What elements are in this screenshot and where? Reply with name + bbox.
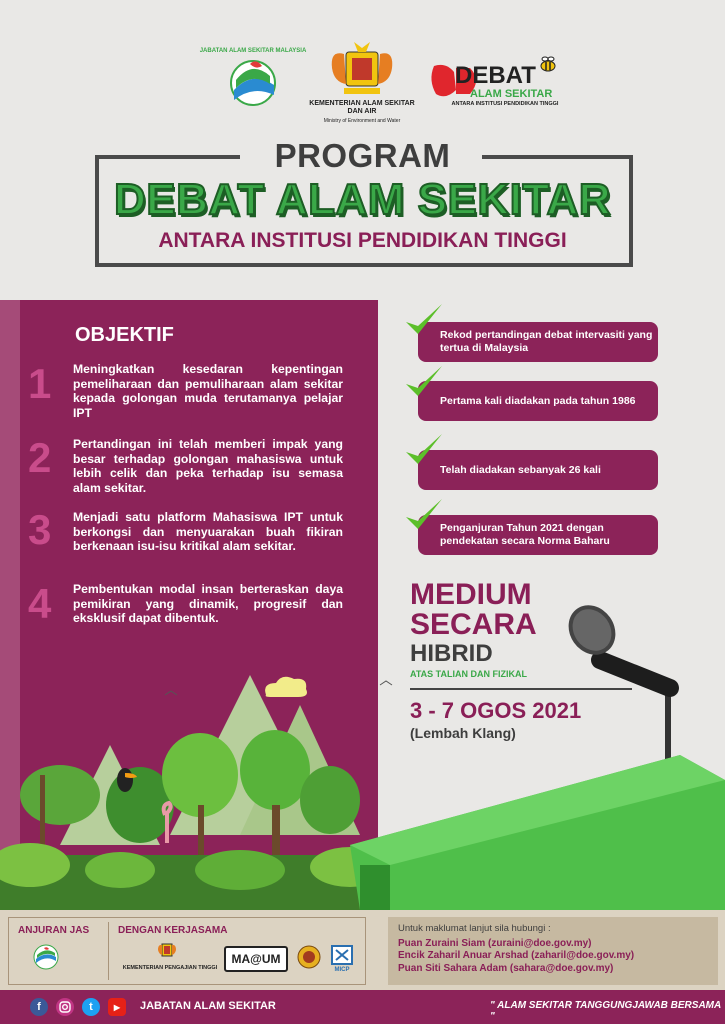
micp-label: MICP	[334, 967, 350, 973]
check-icon	[402, 430, 446, 470]
check-icon	[402, 300, 446, 340]
jas-logo-small	[32, 943, 60, 971]
fact-card: Telah diadakan sebanyak 26 kali	[418, 450, 658, 490]
hibrid-label: HIBRID	[410, 640, 493, 667]
micp-logo	[330, 944, 354, 966]
ministry-name-en: Ministry of Environment and Water	[323, 118, 401, 124]
main-title: DEBAT ALAM SEKITAR	[113, 175, 612, 224]
debat-logo-sub2: ANTARA INSTITUSI PENDIDIKAN TINGGI	[451, 101, 559, 107]
objective-number: 2	[28, 434, 52, 481]
footer-divider	[108, 922, 109, 980]
twitter-icon[interactable]: t	[82, 998, 100, 1016]
contact-intro: Untuk maklumat lanjut sila hubungi :	[398, 923, 551, 934]
bee-icon	[537, 54, 559, 74]
jas-logo	[199, 40, 307, 122]
ministry-crest	[326, 38, 398, 100]
maum-logo: MA@UM	[224, 946, 288, 972]
kpt-label: KEMENTERIAN PENGAJIAN TINGGI	[122, 965, 218, 971]
facebook-icon[interactable]: f	[30, 998, 48, 1016]
program-label: PROGRAM	[274, 137, 451, 174]
subtitle: ANTARA INSTITUSI PENDIDIKAN TINGGI	[158, 229, 567, 252]
objective-number: 1	[28, 360, 52, 407]
svg-text:JABATAN ALAM SEKITAR MALAYSIA: JABATAN ALAM SEKITAR MALAYSIA	[199, 48, 307, 54]
slogan: " ALAM SEKITAR TANGGUNGJAWAB BERSAMA "	[490, 1000, 721, 1022]
debat-logo-sub: ALAM SEKITAR	[470, 88, 553, 100]
instagram-icon[interactable]	[56, 998, 74, 1016]
forest-illustration	[0, 655, 400, 910]
contact-line[interactable]: Puan Zuraini Siam (zuraini@doe.gov.my)	[398, 937, 592, 949]
objective-text: Pembentukan modal insan berteraskan daya pemikiran yang dinamik, progresif dan eksklusif dapat dibentuk.	[73, 582, 343, 625]
mode-label: ATAS TALIAN DAN FIZIKAL	[410, 669, 527, 679]
objective-text: Pertandingan ini telah memberi impak yang besar terhadap golongan mahasiswa untuk lebih celik dan peka terhadap isu semasa alam sekitar.	[73, 437, 343, 495]
microphone-icon	[560, 600, 720, 760]
kerjasama-label: DENGAN KERJASAMA	[118, 925, 228, 936]
objective-text: Meningkatkan kesedaran kepentingan pemeliharaan dan pemuliharaan alam sekitar kepada golongan muda terutamanya pelajar IPT	[73, 362, 343, 420]
check-icon	[402, 495, 446, 535]
contact-line[interactable]: Puan Siti Sahara Adam (sahara@doe.gov.my)	[398, 962, 614, 974]
debat-logo-word: DEBAT	[455, 62, 536, 89]
kpt-crest	[156, 940, 178, 962]
contact-box	[388, 917, 718, 985]
secara-label: SECARA	[410, 608, 537, 641]
anjuran-label: ANJURAN JAS	[18, 925, 90, 936]
event-location: (Lembah Klang)	[410, 725, 516, 741]
objective-number: 3	[28, 506, 52, 553]
podium	[350, 755, 725, 910]
medium-label: MEDIUM	[410, 578, 532, 611]
ministry-name: KEMENTERIAN ALAM SEKITAR DAN AIR	[309, 100, 415, 116]
contact-line[interactable]: Encik Zaharil Anuar Arshad (zaharil@doe.gov.my)	[398, 950, 635, 961]
objektif-heading: OBJEKTIF	[75, 324, 174, 346]
fact-card: Rekod pertandingan debat intervasiti yang tertua di Malaysia	[418, 322, 658, 362]
check-icon	[402, 362, 446, 402]
jabatan-label: JABATAN ALAM SEKITAR	[140, 1000, 276, 1012]
event-date: 3 - 7 OGOS 2021	[410, 698, 582, 723]
objective-text: Menjadi satu platform Mahasiswa IPT untuk berkongsi dan menyuarakan buah fikiran berkenaan isu-isu kritikal alam sekitar.	[73, 510, 343, 553]
partner-crest	[296, 944, 322, 970]
youtube-icon[interactable]: ▶	[108, 998, 126, 1016]
fact-card: Penganjuran Tahun 2021 dengan pendekatan secara Norma Baharu	[418, 515, 658, 555]
objective-number: 4	[28, 580, 52, 627]
fact-card: Pertama kali diadakan pada tahun 1986	[418, 381, 658, 421]
